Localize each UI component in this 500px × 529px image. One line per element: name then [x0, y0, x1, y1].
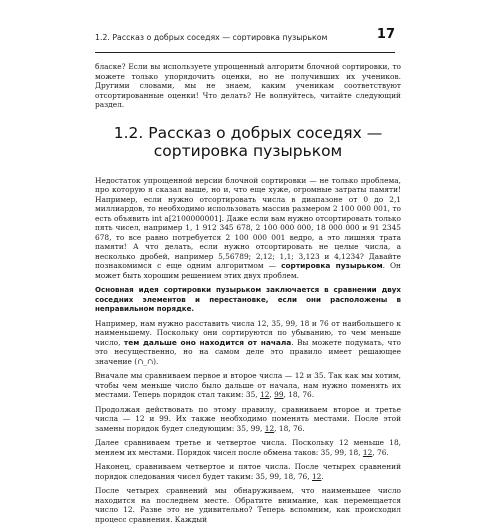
paragraph-text: Недостаток упрощенной версии блочной сортировки — не только проблема, про которую я сказал выше, но и, что еще хуже, огромные затраты памяти! Например, если нужно отсортировать числа в диапазоне от 0 до 2,1 миллиардов, то необходимо использовать массив размером 2 100 000 001, то есть объявить int a[2100000001]. Даже если вам нужно отсортировать только пять чисел, например 1, 1 912 345 678, 2 100 000 000, 18 000 000 и 91 2345 678, то все равно потребуется 2 100 000 001 ведро, а это лишняя трата памяти! А что делать, если нужно отсортировать не целые числа, а несколько дробей, например 5,56789; 2,12; 1,1; 3,123 и 4,1234? Давайте познакомимся с еще одним алгоритмом — [95, 175, 401, 270]
paragraph-text: Например, нам нужно расставить числа 12, 35, 99, 18 и 76 от наибольшего к наименьшему. Поскольку они сортируются по убыванию, то чем меньше число, [95, 318, 401, 347]
page-content [95, 62, 401, 529]
underlined-number: 12 [264, 423, 275, 433]
paragraph-tail: . Он может быть хорошим решением этих двух проблем. [95, 261, 401, 280]
paragraph-step-1 [95, 371, 401, 400]
paragraph-tail: , 18, 76. [274, 423, 305, 433]
bold-phrase: тем дальше оно находится от начала [123, 337, 292, 347]
running-header [95, 27, 395, 53]
paragraph-step-4 [95, 462, 401, 481]
paragraph-text: Вначале мы сравниваем первое и второе числа — 12 и 35. Так как мы хотим, чтобы чем меньше число было дальше от начала, нам нужно поменять их местами. Теперь порядок стал таким: 35, [95, 371, 401, 399]
underlined-number: 12 [362, 447, 373, 457]
paragraph-key-idea: Основная идея сортировки пузырьком заключается в сравнении двух соседних элементов и перестановке, если они расположены в неправильном порядке. [95, 285, 401, 313]
paragraph-step-2 [95, 405, 401, 434]
section-heading-line-2: сортировка пузырьком [153, 141, 343, 160]
underlined-number: 99 [274, 390, 284, 399]
page-number: 17 [376, 27, 395, 42]
paragraph-tail: . [321, 471, 324, 481]
paragraph-drawbacks [95, 176, 401, 281]
paragraph-tail: , 76. [372, 447, 389, 457]
intro-paragraph: бласке? Если вы используете упрощенный алгоритм блочной сортировки, то можете только упорядочить оценки, но не получивших их учеников. Другими словами, мы не знаем, каким ученикам соответствуют отсортированные оценки! Что делать? Не волнуйтесь, читайте следующий раздел. [95, 62, 401, 109]
bold-term: сортировка пузырьком [281, 261, 383, 270]
section-heading-line-1: 1.2. Рассказ о добрых соседях — [113, 123, 383, 142]
paragraph-tail: , 18, 76. [283, 390, 315, 399]
separator: , [269, 390, 272, 399]
underlined-number: 12 [311, 471, 322, 481]
paragraph-text: Наконец, сравниваем четвертое и пятое числа. После четырех сравнений порядок следования чисел будет таким: 35, 99, 18, 76, [95, 462, 401, 481]
underlined-number: 12 [260, 390, 270, 399]
paragraph-text: Продолжая действовать по этому правилу, сравниваем второе и третье числа — 12 и 99. Их также необходимо поменять местами. После этой замены порядок будет следующим: 35, 99, [95, 404, 401, 433]
paragraph-conclusion: После четырех сравнений мы обнаруживаем, что наименьшее число находится на последнем месте. Обратите внимание, как перемещается число 12. Разве это не удивительно? Теперь вспомним, как происходил процесс сравнения. Каждый [95, 486, 401, 524]
paragraph-tail: . Вы можете подумать, что это несущественно, но на самом деле это правило имеет решающее значение (∩_∩). [95, 337, 401, 366]
section-heading [95, 124, 401, 160]
paragraph-step-3 [95, 438, 401, 457]
paragraph-example [95, 319, 401, 367]
chapter-title: 1.2. Рассказ о добрых соседях — сортировка пузырьком [95, 33, 328, 42]
paragraph-text: Далее сравниваем третье и четвертое числа. Поскольку 12 меньше 18, меняем их местами. Порядок чисел после обмена таков: 35, 99, 18, [95, 438, 401, 457]
